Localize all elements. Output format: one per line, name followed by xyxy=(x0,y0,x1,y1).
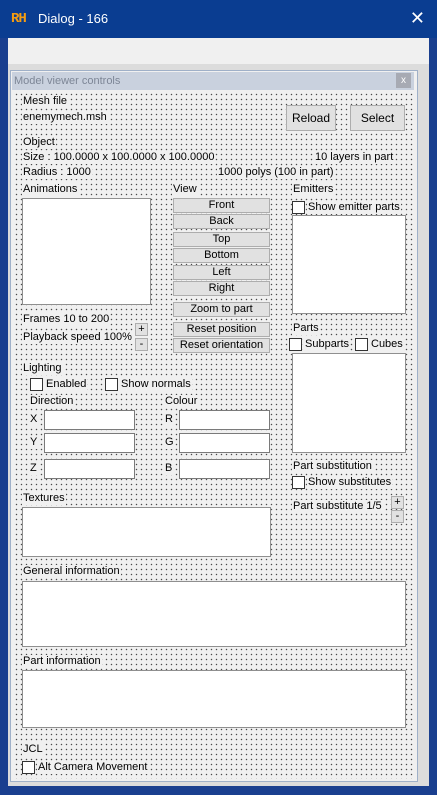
reload-button[interactable]: Reload xyxy=(286,105,336,131)
object-label: Object xyxy=(23,136,55,148)
colour-b-input[interactable] xyxy=(179,459,270,479)
part-substitution-label: Part substitution xyxy=(293,460,372,472)
animations-list[interactable] xyxy=(22,198,151,305)
view-left-button[interactable]: Left xyxy=(173,265,270,280)
direction-y-input[interactable] xyxy=(44,433,135,453)
playback-speed-text: Playback speed 100% xyxy=(23,331,132,343)
x-label: X xyxy=(30,413,38,425)
part-information-box[interactable] xyxy=(22,670,406,728)
show-substitutes-checkbox[interactable] xyxy=(292,476,305,489)
lighting-label: Lighting xyxy=(23,362,62,374)
window-title: Dialog - 166 xyxy=(38,11,109,26)
direction-z-input[interactable] xyxy=(44,459,135,479)
part-substitute-text: Part substitute 1/5 xyxy=(293,500,382,512)
frames-text: Frames 10 to 200 xyxy=(23,313,110,325)
reset-orientation-button[interactable]: Reset orientation xyxy=(173,338,270,353)
lighting-enabled-checkbox[interactable] xyxy=(30,378,43,391)
general-information-box[interactable] xyxy=(22,581,406,647)
cubes-checkbox[interactable] xyxy=(355,338,368,351)
cubes-label: Cubes xyxy=(371,338,403,350)
emitters-list[interactable] xyxy=(292,215,406,314)
general-information-label: General information xyxy=(23,565,120,577)
part-information-label: Part information xyxy=(23,655,101,667)
direction-x-input[interactable] xyxy=(44,410,135,430)
playback-speed-up-button[interactable]: + xyxy=(135,323,148,336)
view-bottom-button[interactable]: Bottom xyxy=(173,248,270,263)
colour-label: Colour xyxy=(165,395,198,407)
colour-g-input[interactable] xyxy=(179,433,270,453)
g-label: G xyxy=(165,436,174,448)
view-front-button[interactable]: Front xyxy=(173,198,270,213)
view-top-button[interactable]: Top xyxy=(173,232,270,247)
playback-speed-down-button[interactable]: - xyxy=(135,338,148,351)
reset-position-button[interactable]: Reset position xyxy=(173,322,270,337)
part-substitute-prev-button[interactable]: - xyxy=(391,510,404,523)
show-normals-checkbox[interactable] xyxy=(105,378,118,391)
colour-r-input[interactable] xyxy=(179,410,270,430)
jcl-label: JCL xyxy=(23,743,43,755)
subparts-checkbox[interactable] xyxy=(289,338,302,351)
view-back-button[interactable]: Back xyxy=(173,214,270,229)
show-emitter-parts-checkbox[interactable] xyxy=(292,201,305,214)
mesh-filename: enemymech.msh xyxy=(23,111,107,123)
emitters-label: Emitters xyxy=(293,183,334,195)
alt-camera-checkbox[interactable] xyxy=(22,761,35,774)
title-bar[interactable] xyxy=(0,0,437,38)
object-radius: Radius : 1000 xyxy=(23,166,91,178)
show-normals-label: Show normals xyxy=(121,378,191,390)
part-substitute-next-button[interactable]: + xyxy=(391,496,404,509)
alt-camera-label: Alt Camera Movement xyxy=(38,761,148,773)
menu-bar xyxy=(8,38,429,64)
panel-title: Model viewer controls xyxy=(14,75,121,87)
animations-label: Animations xyxy=(23,183,78,195)
direction-label: Direction xyxy=(30,395,74,407)
panel-close-icon[interactable]: x xyxy=(396,73,411,88)
subparts-label: Subparts xyxy=(305,338,350,350)
app-icon: RH xyxy=(11,11,26,27)
parts-label: Parts xyxy=(293,322,319,334)
textures-list[interactable] xyxy=(22,507,271,557)
y-label: Y xyxy=(30,436,38,448)
b-label: B xyxy=(165,462,173,474)
view-label: View xyxy=(173,183,197,195)
zoom-to-part-button[interactable]: Zoom to part xyxy=(173,302,270,317)
object-layers: 10 layers in part xyxy=(315,151,394,163)
show-emitter-parts-label: Show emitter parts xyxy=(308,201,400,213)
show-substitutes-label: Show substitutes xyxy=(308,476,392,488)
object-size: Size : 100.0000 x 100.0000 x 100.0000 xyxy=(23,151,215,163)
parts-list[interactable] xyxy=(292,353,406,453)
object-polys: 1000 polys (100 in part) xyxy=(218,166,334,178)
window-close-icon[interactable]: ✕ xyxy=(409,8,425,28)
select-button[interactable]: Select xyxy=(350,105,405,131)
window-bottom-edge xyxy=(8,786,429,795)
r-label: R xyxy=(165,413,173,425)
view-right-button[interactable]: Right xyxy=(173,281,270,296)
lighting-enabled-label: Enabled xyxy=(46,378,87,390)
textures-label: Textures xyxy=(23,492,65,504)
mesh-file-label: Mesh file xyxy=(23,95,68,107)
z-label: Z xyxy=(30,462,37,474)
